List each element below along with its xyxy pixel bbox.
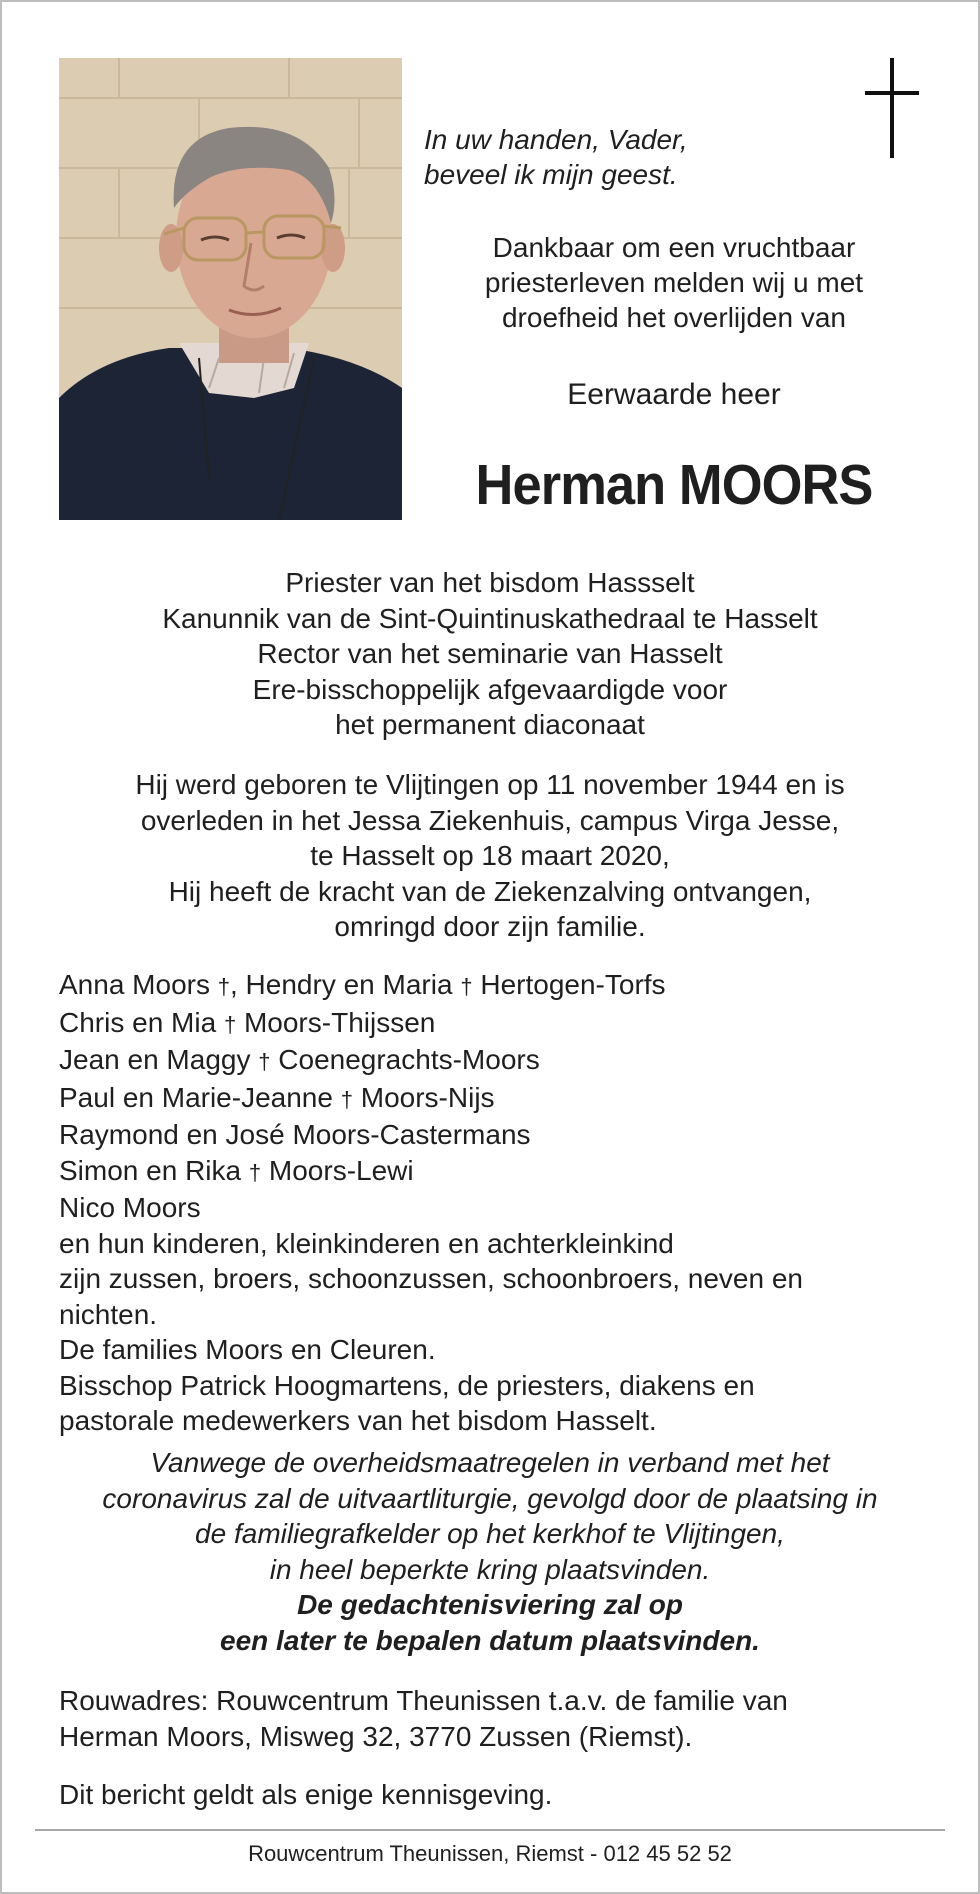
family-line: Anna Moors †, Hendry en Maria † Hertogen-Torfs xyxy=(59,969,666,1000)
family-line: Raymond en José Moors-Castermans xyxy=(59,1119,531,1150)
family-line: Paul en Marie-Jeanne † Moors-Nijs xyxy=(59,1081,495,1113)
family-line: Chris en Mia † Moors-Thijssen xyxy=(59,1006,436,1038)
intro-line: Dankbaar om een vruchtbaar xyxy=(492,232,856,263)
family-line: De families Moors en Cleuren. xyxy=(59,1334,436,1365)
family-line: zijn zussen, broers, schoonzussen, schoonbroers, neven en xyxy=(59,1263,803,1294)
family-list xyxy=(59,967,921,1439)
small-cross-icon: † xyxy=(340,1086,353,1112)
small-cross-icon: † xyxy=(258,1049,271,1074)
intro-line: droefheid het overlijden van xyxy=(501,302,846,333)
address-line: Rouwadres: Rouwcentrum Theunissen t.a.v. de familie van xyxy=(59,1685,788,1716)
title-line: Ere-bisschoppelijk afgevaardigde voor xyxy=(252,673,728,705)
family-line: Nico Moors xyxy=(59,1192,201,1223)
family-line: Simon en Rika † Moors-Lewi xyxy=(59,1154,414,1186)
memorial-emphasis: een later te bepalen datum plaatsvinden. xyxy=(220,1624,760,1656)
title-line: het permanent diaconaat xyxy=(335,709,645,740)
opening-quote xyxy=(424,122,844,192)
small-cross-icon: † xyxy=(460,974,473,999)
condolence-address xyxy=(59,1683,921,1755)
quote-line: beveel ik mijn geest. xyxy=(424,159,678,190)
footer-divider xyxy=(35,1829,945,1831)
bio-line: omringd door zijn familie. xyxy=(334,911,646,942)
family-line: nichten. xyxy=(59,1298,158,1330)
family-line: pastorale medewerkers van het bisdom Hasselt. xyxy=(59,1405,657,1436)
titles-block xyxy=(59,565,921,743)
bio-line: overleden in het Jessa Ziekenhuis, campus Virga Jesse, xyxy=(140,804,840,836)
title-line: Rector van het seminarie van Hasselt xyxy=(257,638,723,669)
quote-line: In uw handen, Vader, xyxy=(424,124,688,155)
small-cross-icon: † xyxy=(248,1159,262,1185)
notice-line: in heel beperkte kring plaatsvinden. xyxy=(269,1553,711,1585)
bio-line: Hij werd geboren te Vlijtingen op 11 november 1944 en is xyxy=(135,769,845,800)
closing-statement: Dit bericht geldt als enige kennisgeving. xyxy=(59,1779,553,1810)
title-line: Kanunnik van de Sint-Quintinuskathedraal te Hasselt xyxy=(162,602,818,634)
family-line: Bisschop Patrick Hoogmartens, de priesters, diakens en xyxy=(59,1369,755,1401)
title-line: Priester van het bisdom Hassselt xyxy=(285,567,695,598)
bio-line: Hij heeft de kracht van de Ziekenzalving ontvangen, xyxy=(168,875,812,907)
family-line: Jean en Maggy † Coenegrachts-Moors xyxy=(59,1044,540,1075)
small-cross-icon: † xyxy=(217,974,230,999)
cross-icon xyxy=(862,58,922,160)
memorial-emphasis: De gedachtenisviering zal op xyxy=(297,1589,683,1620)
deceased-name: Herman MOORS xyxy=(475,453,873,517)
notice-line: Vanwege de overheidsmaatregelen in verband met het xyxy=(150,1447,830,1478)
notice-line: coronavirus zal de uitvaartliturgie, gevolgd door de plaatsing in xyxy=(102,1482,878,1514)
small-cross-icon: † xyxy=(223,1011,237,1037)
notice-line: de familiegrafkelder op het kerkhof te Vlijtingen, xyxy=(195,1518,785,1549)
biography-block xyxy=(59,767,921,945)
honorific: Eerwaarde heer xyxy=(567,378,781,411)
footer-contact: Rouwcentrum Theunissen, Riemst - 012 45 52 52 xyxy=(248,1841,732,1866)
address-line: Herman Moors, Misweg 32, 3770 Zussen (Riemst). xyxy=(59,1721,693,1752)
bio-line: te Hasselt op 18 maart 2020, xyxy=(310,840,670,871)
portrait-photo xyxy=(59,58,402,520)
funeral-notice xyxy=(59,1445,921,1658)
intro-line: priesterleven melden wij u met xyxy=(484,267,864,298)
family-line: en hun kinderen, kleinkinderen en achterkleinkind xyxy=(59,1227,674,1259)
announcement-intro xyxy=(424,230,924,335)
